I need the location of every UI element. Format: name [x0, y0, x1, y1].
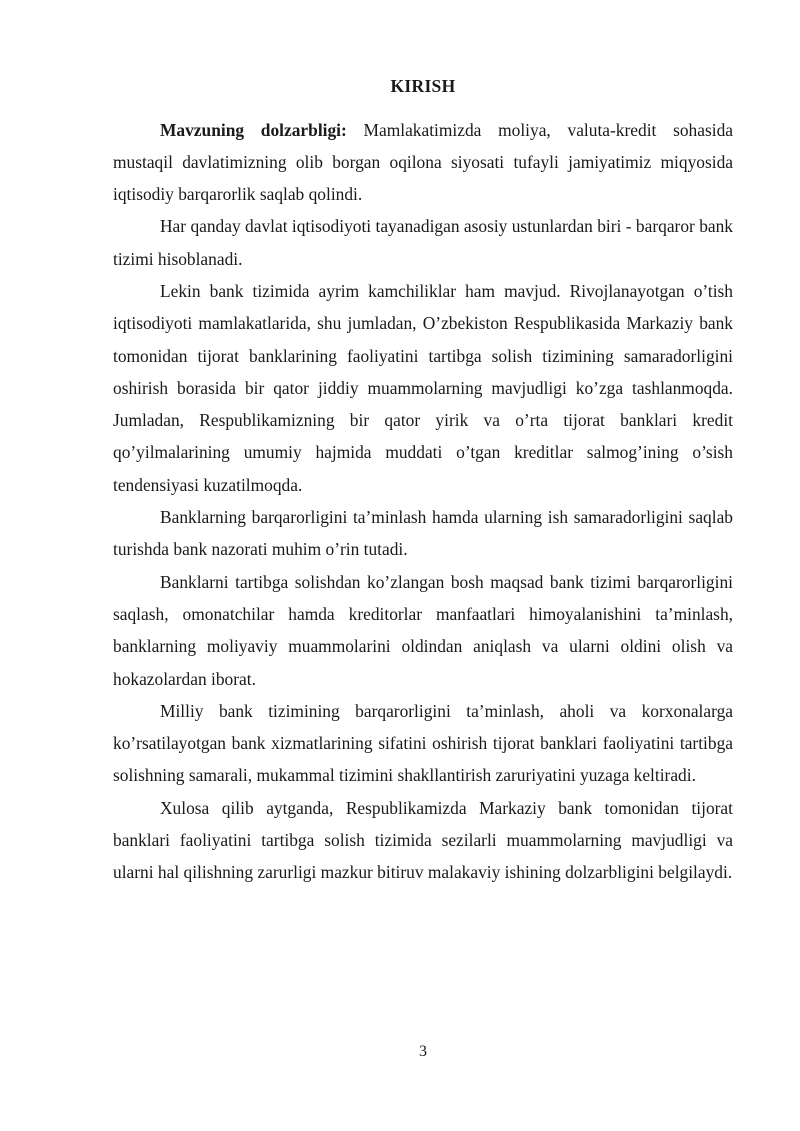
paragraph: Banklarni tartibga solishdan ko’zlangan bosh maqsad bank tizimi barqarorligini saqlash, omonatchilar hamda kreditorlar manfaatlari himoyalanishini ta’minlash, banklarning moliyaviy muammolarini oldindan aniqlash va ularni oldini olish va hokazolardan iborat.: [113, 571, 733, 689]
section-heading: KIRISH: [390, 76, 456, 96]
body-text: [113, 114, 733, 889]
paragraph: Banklarning barqarorligini ta’minlash hamda ularning ish samaradorligini saqlab turishda bank nazorati muhim o’rin tutadi.: [113, 507, 733, 560]
paragraph: Har qanday davlat iqtisodiyoti tayanadigan asosiy ustunlardan biri - barqaror bank tizimi hisoblanadi.: [113, 216, 733, 269]
paragraph-lead: Mavzuning dolzarbligi:: [160, 119, 347, 140]
page-number: 3: [419, 1043, 427, 1060]
paragraph: Xulosa qilib aytganda, Respublikamizda Markaziy bank tomonidan tijorat banklari faoliyatini tartibga solish tizimida sezilarli muammolarning mavjudligi va ularni hal qilishning zarurligi mazkur bitiruv malakaviy ishining dolzarbligini belgilaydi.: [113, 797, 733, 883]
paragraph: Lekin bank tizimida ayrim kamchiliklar ham mavjud. Rivojlanayotgan o’tish iqtisodiyoti mamlakatlarida, shu jumladan, O’zbekiston Respublikasida Markaziy bank tomonidan tijorat banklarining faoliyatini tartibga solish tizimining samaradorligini oshirish borasida bir qator jiddiy muammolarning mavjudligi ko’zga tashlanmoqda. Jumladan, Respublikamizning bir qator yirik va o’rta tijorat banklari kredit qo’yilmalarining umumiy hajmida muddati o’tgan kreditlar salmog’ining o’sish tendensiyasi kuzatilmoqda.: [113, 280, 733, 495]
paragraph: Milliy bank tizimining barqarorligini ta’minlash, aholi va korxonalarga ko’rsatilayotgan bank xizmatlarining sifatini oshirish tijorat banklari faoliyatini tartibga solishning samarali, mukammal tizimini shakllantirish zaruriyatini yuzaga keltiradi.: [113, 700, 733, 786]
paragraph-relevance: [113, 114, 733, 211]
paragraph-text: Mamlakatimizda moliya, valuta-kredit sohasida mustaqil davlatimizning olib borgan oqilona siyosati tufayli jamiyatimiz miqyosida iqtisodiy barqarorlik saqlab qolindi.: [113, 119, 733, 205]
